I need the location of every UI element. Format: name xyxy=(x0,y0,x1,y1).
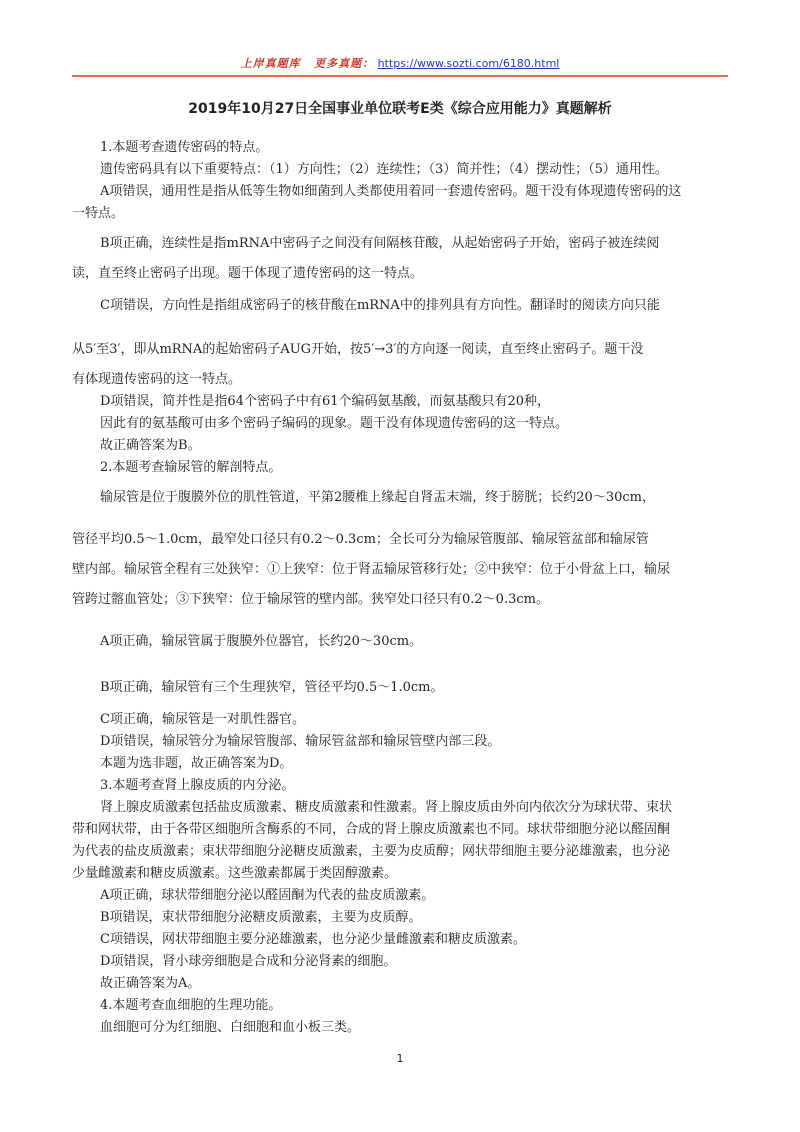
page-header xyxy=(72,56,728,72)
text-line: 肾上腺皮质激素包括盐皮质激素、糖皮质激素和性激素。肾上腺皮质由外向内依次分为球状带、束状 xyxy=(100,800,673,815)
text-line: 壁内部。输尿管全程有三处狭窄：①上狭窄：位于肾盂输尿管移行处；②中狭窄：位于小骨盆上口，输尿 xyxy=(72,562,671,577)
header-brand: 上岸真题库 xyxy=(240,57,301,70)
text-line: 1.本题考查遗传密码的特点。 xyxy=(100,140,269,155)
header-divider xyxy=(72,75,728,77)
text-line: D项错误，输尿管分为输尿管腹部、输尿管盆部和输尿管壁内部三段。 xyxy=(100,734,501,749)
text-line: 管跨过髂血管处；③下狭窄：位于输尿管的壁内部。狭窄处口径只有0.2～0.3cm。 xyxy=(72,592,549,607)
text-line: A项正确，球状带细胞分泌以醛固酮为代表的盐皮质激素。 xyxy=(100,888,435,903)
text-line: 输尿管是位于腹膜外位的肌性管道，平第2腰椎上缘起自肾盂末端，终于膀胱；长约20～30cm， xyxy=(100,490,655,505)
text-line: 4.本题考查血细胞的生理功能。 xyxy=(100,998,282,1013)
text-line: D项错误，简并性是指64个密码子中有61个编码氨基酸，而氨基酸只有20种， xyxy=(100,394,551,409)
text-line: 从5′至3′，即从mRNA的起始密码子AUG开始，按5′→3′的方向逐一阅读，直至终止密码子。题干没 xyxy=(72,342,644,357)
text-line: 有体现遗传密码的这一特点。 xyxy=(72,372,242,387)
text-line: 带和网状带，由于各带区细胞所含酶系的不同，合成的肾上腺皮质激素也不同。球状带细胞分泌以醛固酮 xyxy=(72,822,671,837)
text-line: 3.本题考查肾上腺皮质的内分泌。 xyxy=(100,778,295,793)
header-link[interactable]: https://www.sozti.com/6180.html xyxy=(377,57,560,70)
page-number: 1 xyxy=(396,1052,404,1065)
text-line: 本题为选非题，故正确答案为D。 xyxy=(100,756,293,771)
text-line: B项错误，束状带细胞分泌糖皮质激素，主要为皮质醇。 xyxy=(100,910,422,925)
text-line: A项正确，输尿管属于腹膜外位器官，长约20～30cm。 xyxy=(100,634,423,649)
text-line: B项正确，连续性是指mRNA中密码子之间没有间隔核苷酸，从起始密码子开始，密码子被连续阅 xyxy=(100,236,660,251)
text-line: 遗传密码具有以下重要特点：（1）方向性；（2）连续性；（3）简并性；（4）摆动性；（5）通用性。 xyxy=(100,162,668,177)
page-title: 2019年10月27日全国事业单位联考E类《综合应用能力》真题解析 xyxy=(188,101,612,117)
text-line: 2.本题考查输尿管的解剖特点。 xyxy=(100,460,282,475)
text-line: 读，直至终止密码子出现。题干体现了遗传密码的这一特点。 xyxy=(72,266,424,281)
text-line: A项错误，通用性是指从低等生物如细菌到人类都使用着同一套遗传密码。题干没有体现遗传密码的这 xyxy=(100,184,682,199)
text-line: C项正确，输尿管是一对肌性器官。 xyxy=(100,712,305,727)
text-line: 管径平均0.5～1.0cm，最窄处口径只有0.2～0.3cm；全长可分为输尿管腹部、输尿管盆部和输尿管 xyxy=(72,532,649,547)
text-line: C项错误，方向性是指组成密码子的核苷酸在mRNA中的排列具有方向性。翻译时的阅读方向只能 xyxy=(100,298,660,313)
text-line: 故正确答案为A。 xyxy=(100,976,201,991)
text-line: D项错误，肾小球旁细胞是合成和分泌肾素的细胞。 xyxy=(100,954,397,969)
text-line: 为代表的盐皮质激素；束状带细胞分泌糖皮质激素，主要为皮质醇；网状带细胞主要分泌雄激素，也分泌 xyxy=(72,844,671,859)
text-line: 因此有的氨基酸可由多个密码子编码的现象。题干没有体现遗传密码的这一特点。 xyxy=(100,416,569,431)
text-line: 少量雌激素和糖皮质激素。这些激素都属于类固醇激素。 xyxy=(72,866,398,881)
text-line: 故正确答案为B。 xyxy=(100,438,201,453)
text-line: 一特点。 xyxy=(72,206,125,221)
text-line: C项错误，网状带细胞主要分泌雄激素，也分泌少量雌激素和糖皮质激素。 xyxy=(100,932,526,947)
header-label: 更多真题： xyxy=(314,57,375,70)
text-line: B项正确，输尿管有三个生理狭窄，管径平均0.5～1.0cm。 xyxy=(100,680,444,695)
text-line: 血细胞可分为红细胞、白细胞和血小板三类。 xyxy=(100,1020,361,1035)
